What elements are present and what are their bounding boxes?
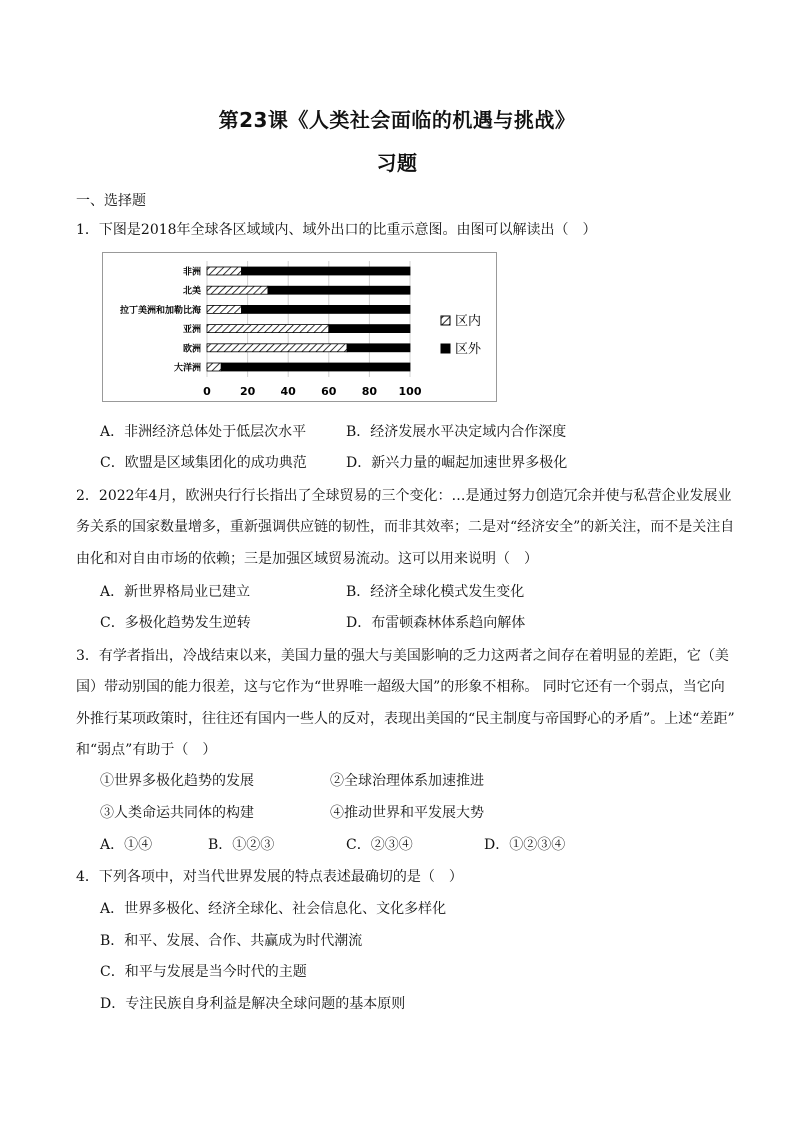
- q4-stem: 4．下列各项中，对当代世界发展的特点表述最确切的是（ ）: [76, 869, 463, 885]
- legend-swatch: [441, 344, 450, 353]
- bar-outer-region: [221, 363, 410, 371]
- q4-option-c: C．和平与发展是当今时代的主题: [100, 964, 307, 980]
- q3-stem-line3: 外推行某项政策时，往往还有国内一些人的反对，表现出美国的“民主制度与帝国野心的矛盾”。上述“差距”: [76, 711, 735, 727]
- category-label: 欧洲: [182, 344, 201, 355]
- bar-inner-region: [207, 286, 268, 294]
- q2-stem-line3: 由化和对自由市场的依赖；三是加强区域贸易流动。这可以用来说明（ ）: [76, 551, 538, 567]
- q2-option-b: B．经济全球化模式发生变化: [346, 584, 525, 600]
- category-label: 拉丁美洲和加勒比海: [119, 305, 201, 316]
- q2-stem-line1: 2．2022年4月，欧洲央行行长指出了全球贸易的三个变化：…是通过努力创造冗余并使与私营企业发展业: [76, 488, 732, 504]
- x-tick-label: 40: [280, 385, 296, 398]
- q2-option-a: A．新世界格局业已建立: [100, 584, 251, 600]
- q2-option-c: C．多极化趋势发生逆转: [100, 615, 251, 631]
- q3-stem-line1: 3．有学者指出，冷战结束以来，美国力量的强大与美国影响的乏力这两者之间存在着明显的差距，它（美: [76, 648, 729, 664]
- x-tick-label: 80: [361, 385, 378, 398]
- category-label: 非洲: [182, 267, 201, 278]
- bar-inner-region: [207, 363, 221, 371]
- bar-outer-region: [242, 305, 410, 313]
- q3-option-a: A．①④: [100, 837, 153, 853]
- q1-option-a: A．非洲经济总体处于低层次水平: [100, 424, 307, 440]
- category-label: 大洋洲: [173, 363, 201, 374]
- q1-stem: 1．下图是2018年全球各区域域内、域外出口的比重示意图。由图可以解读出（ ）: [76, 222, 597, 238]
- x-tick-label: 20: [239, 385, 256, 398]
- legend-swatch: [441, 316, 450, 325]
- q3-item-4: ④推动世界和平发展大势: [330, 805, 484, 821]
- category-label: 北美: [182, 286, 201, 297]
- q4-option-d: D．专注民族自身利益是解决全球问题的基本原则: [100, 996, 406, 1012]
- q3-option-d: D．①②③④: [484, 837, 566, 853]
- x-tick-label: 100: [398, 385, 422, 398]
- export-share-chart: [103, 253, 496, 401]
- bar-outer-region: [268, 286, 410, 294]
- q3-option-b: B．①②③: [208, 837, 275, 853]
- chart-frame: [102, 252, 497, 402]
- q3-stem-line2: 国）带动别国的能力很差，这与它作为“世界唯一超级大国”的形象不相称。 同时它还有一个弱点，当它向: [76, 679, 725, 695]
- q3-stem-line4: 和“弱点”有助于（ ）: [76, 742, 217, 758]
- legend-label: 区外: [455, 342, 482, 357]
- q4-option-b: B．和平、发展、合作、共赢成为时代潮流: [100, 933, 363, 949]
- q1-option-c: C．欧盟是区域集团化的成功典范: [100, 455, 307, 471]
- bar-outer-region: [347, 344, 410, 352]
- bar-inner-region: [207, 344, 347, 352]
- bar-inner-region: [207, 325, 329, 333]
- q1-option-d: D．新兴力量的崛起加速世界多极化: [346, 455, 568, 471]
- bar-inner-region: [207, 305, 242, 313]
- q1-option-b: B．经济发展水平决定域内合作深度: [346, 424, 567, 440]
- section-heading: 一、选择题: [76, 193, 146, 209]
- page-title: 第23课《人类社会面临的机遇与挑战》: [218, 108, 576, 132]
- page-subtitle: 习题: [376, 151, 418, 175]
- category-label: 亚洲: [182, 325, 201, 336]
- bar-inner-region: [207, 267, 242, 275]
- x-tick-label: 60: [321, 385, 337, 398]
- x-tick-label: 0: [203, 385, 211, 398]
- q3-item-1: ①世界多极化趋势的发展: [100, 773, 254, 789]
- q4-option-a: A．世界多极化、经济全球化、社会信息化、文化多样化: [100, 901, 447, 917]
- q3-item-3: ③人类命运共同体的构建: [100, 805, 254, 821]
- q2-stem-line2: 务关系的国家数量增多，重新强调供应链的韧性，而非其效率；二是对“经济安全”的新关注，而不是关注自: [76, 519, 735, 535]
- q2-option-d: D．布雷顿森林体系趋向解体: [346, 615, 526, 631]
- q3-option-c: C．②③④: [346, 837, 413, 853]
- bar-outer-region: [242, 267, 410, 275]
- bar-outer-region: [329, 325, 410, 333]
- q3-item-2: ②全球治理体系加速推进: [330, 773, 484, 789]
- legend-label: 区内: [455, 314, 482, 329]
